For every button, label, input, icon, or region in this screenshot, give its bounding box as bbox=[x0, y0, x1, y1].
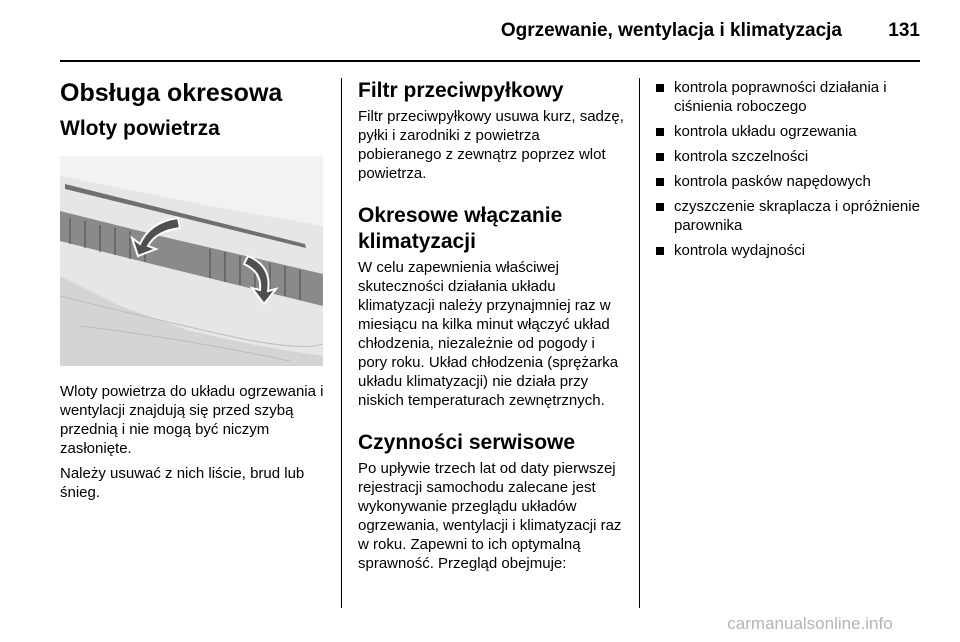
section-heading: Czynności serwisowe bbox=[358, 431, 576, 454]
paragraph: Należy usuwać z nich liście, brud lub śnieg. bbox=[60, 465, 305, 501]
service-checklist bbox=[656, 78, 921, 260]
list-item bbox=[656, 147, 921, 166]
column-divider bbox=[341, 78, 342, 608]
list-item-text: czyszczenie skraplacza i opróżnienie parownika bbox=[674, 198, 920, 234]
list-item bbox=[656, 172, 921, 191]
section-heading: Okresowe włączanie klimatyzacji bbox=[358, 204, 563, 253]
list-item bbox=[656, 78, 921, 116]
bullet-square-icon bbox=[656, 153, 664, 161]
header-title: Ogrzewanie, wentylacja i klimatyzacja bbox=[500, 20, 842, 41]
bullet-square-icon bbox=[656, 84, 664, 92]
section-title: Obsługa okresowa bbox=[60, 79, 283, 107]
paragraph: W celu zapewnienia właściwej skuteczności działania układu klimatyzacji należy przynajmniej raz w miesiącu na kilka minut włączyć układ chłodzenia, niezależnie od pogody i pory roku. Układ chłodzenia (sprężarka układu klimatyzacji) nie działa przy niskich temperaturach zewnętrznych. bbox=[358, 259, 619, 409]
list-item-text: kontrola szczelności bbox=[674, 148, 809, 165]
list-item-text: kontrola pasków napędowych bbox=[674, 173, 871, 190]
paragraph: Po upływie trzech lat od daty pierwszej rejestracji samochodu zalecane jest wykonywanie przeglądu układów ogrzewania, wentylacji i klimatyzacji raz w roku. Zapewni to ich optymalną sprawność. Przegląd obejmuje: bbox=[358, 460, 622, 572]
watermark: carmanualsonline.info bbox=[727, 614, 893, 633]
list-item-text: kontrola wydajności bbox=[674, 242, 805, 259]
list-item bbox=[656, 241, 921, 260]
bullet-square-icon bbox=[656, 203, 664, 211]
windshield-air-inlets-photo bbox=[60, 156, 323, 366]
bullet-square-icon bbox=[656, 247, 664, 255]
section-heading: Filtr przeciwpyłkowy bbox=[358, 79, 564, 102]
header-rule bbox=[60, 60, 920, 62]
column-divider bbox=[639, 78, 640, 608]
column-2 bbox=[358, 78, 626, 579]
page-number: 131 bbox=[888, 20, 920, 41]
column-3 bbox=[656, 78, 921, 266]
paragraph: Filtr przeciwpyłkowy usuwa kurz, sadzę, pyłki i zarodniki z powietrza pobieranego z zewnątrz poprzez wlot powietrza. bbox=[358, 108, 624, 182]
bullet-square-icon bbox=[656, 128, 664, 136]
list-item bbox=[656, 122, 921, 141]
list-item-text: kontrola poprawności działania i ciśnienia roboczego bbox=[674, 79, 887, 115]
list-item-text: kontrola układu ogrzewania bbox=[674, 123, 857, 140]
bullet-square-icon bbox=[656, 178, 664, 186]
paragraph: Wloty powietrza do układu ogrzewania i wentylacji znajdują się przed szybą przednią i nie mogą być niczym zasłonięte. bbox=[60, 383, 324, 457]
column-1 bbox=[60, 78, 325, 508]
list-item bbox=[656, 197, 921, 235]
subsection-title: Wloty powietrza bbox=[60, 117, 220, 140]
